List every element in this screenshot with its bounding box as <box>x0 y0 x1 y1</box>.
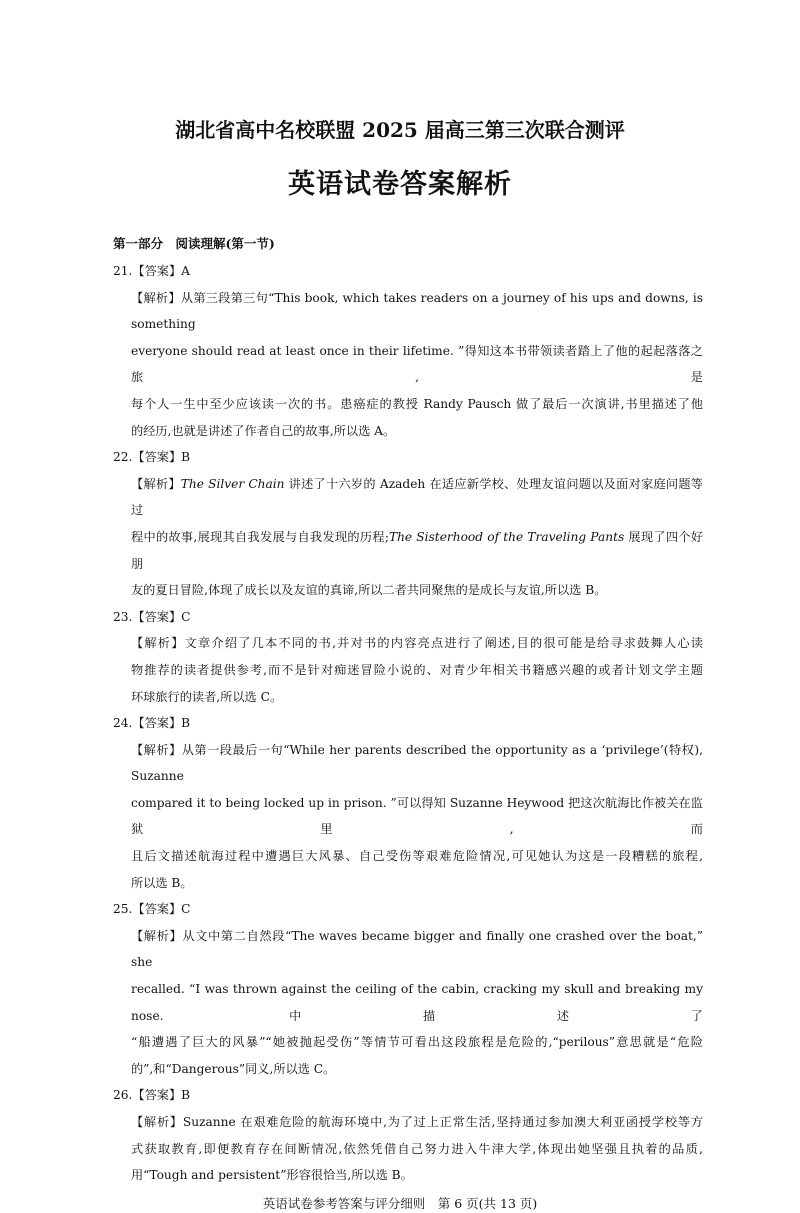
document-title: 湖北省高中名校联盟 2025 届高三第三次联合测评 <box>175 118 625 142</box>
explanation-line <box>113 1029 703 1056</box>
explanation-text: 【解析】 <box>131 476 181 491</box>
explanation-text: everyone should read at least once in their lifetime. ”得知这本书带领读者踏上了他的起起落落之旅,是 <box>131 343 703 385</box>
explanation-line <box>113 976 703 1029</box>
explanation-line <box>113 418 703 445</box>
explanation-line <box>113 338 703 391</box>
explanation-text: 讲述了十六岁的 Azadeh 在适应新学校、处理友谊问题以及面对家庭问题等过 <box>131 476 703 518</box>
explanation-line <box>113 1056 703 1083</box>
explanation-line <box>113 684 703 711</box>
explanation-text: 【解析】从文中第二自然段“The waves became bigger and finally one crashed over the boat,” she <box>131 928 703 970</box>
explanation-text: 每个人一生中至少应该读一次的书。患癌症的教授 Randy Pausch 做了最后一次演讲,书里描述了他 <box>131 396 703 411</box>
explanation-line <box>113 1162 703 1189</box>
answer-list <box>113 258 703 1189</box>
explanation-text: 【解析】从第一段最后一句“While her parents described the opportunity as a ‘privilege’(特权), Suzanne <box>131 742 703 784</box>
question-number: 24. <box>113 716 133 731</box>
page-body <box>113 258 703 1213</box>
question-number: 22. <box>113 450 133 465</box>
explanation-text: 用“Tough and persistent”形容很恰当,所以选 B。 <box>131 1168 413 1183</box>
question-number: 26. <box>113 1088 133 1103</box>
document-subtitle: 英语试卷答案解析 <box>288 169 512 200</box>
explanation-text: 展现了四个好朋 <box>131 529 704 571</box>
explanation-text: recalled. “I was thrown against the ceiling of the cabin, cracking my skull and breaking my nose. 中描述了 <box>131 982 703 1023</box>
explanation-text: “船遭遇了巨大的风暴”“她被抛起受伤”等情节可看出这段旅程是危险的,“perilous”意思就是“危险 <box>131 1035 703 1050</box>
explanation-line <box>113 790 703 843</box>
answer-item-header <box>113 604 703 631</box>
explanation-line <box>113 471 703 524</box>
question-number: 21. <box>113 264 133 278</box>
answer-label: 【答案】B <box>132 716 191 731</box>
answer-item-header <box>113 444 703 471</box>
explanation-text: 的经历,也就是讲述了作者自己的故事,所以选 A。 <box>131 423 396 438</box>
explanation-line <box>113 923 703 976</box>
answer-label: 【答案】C <box>132 902 191 917</box>
book-title-text: The Silver Chain <box>180 476 285 491</box>
explanation-text: 物推荐的读者提供参考,而不是针对痴迷冒险小说的、对青少年相关书籍感兴趣的或者计划文学主题 <box>131 662 703 677</box>
question-number: 25. <box>113 902 133 917</box>
answer-item-header <box>113 896 703 923</box>
explanation-text: 【解析】从第三段第三句“This book, which takes readers on a journey of his ups and downs, is something <box>131 290 703 332</box>
explanation-line <box>113 843 703 870</box>
explanation-line <box>113 1136 703 1163</box>
explanation-line <box>113 524 703 577</box>
explanation-line <box>113 577 703 604</box>
answer-label: 【答案】B <box>132 1088 191 1103</box>
explanation-line <box>113 285 703 338</box>
explanation-line <box>113 870 703 897</box>
answer-item-header <box>113 710 703 737</box>
book-title-text: The Sisterhood of the Traveling Pants <box>388 529 625 544</box>
answer-item-header <box>113 1082 703 1109</box>
explanation-text: 的”,和“Dangerous”同义,所以选 C。 <box>131 1061 336 1076</box>
explanation-line <box>113 630 703 657</box>
page-footer: 英语试卷参考答案与评分细则 第 6 页(共 13 页) <box>262 1195 538 1211</box>
explanation-line <box>113 391 703 418</box>
explanation-text: 程中的故事,展现其自我发展与自我发现的历程; <box>131 529 389 544</box>
explanation-text: 且后文描述航海过程中遭遇巨大风暴、自己受伤等艰难危险情况,可见她认为这是一段糟糕的旅程, <box>131 849 703 864</box>
question-number: 23. <box>113 609 133 624</box>
explanation-text: 所以选 B。 <box>131 875 193 890</box>
answer-label: 【答案】A <box>132 264 190 278</box>
explanation-text: 【解析】Suzanne 在艰难危险的航海环境中,为了过上正常生活,坚持通过参加澳大利亚函授学校等方 <box>131 1115 703 1129</box>
explanation-text: 友的夏日冒险,体现了成长以及友谊的真谛,所以二者共同聚焦的是成长与友谊,所以选 B。 <box>131 583 607 598</box>
answer-item-header <box>113 258 703 285</box>
explanation-text: 环球旅行的读者,所以选 C。 <box>131 689 283 704</box>
explanation-line <box>113 657 703 684</box>
explanation-text: 式获取教育,即便教育存在间断情况,依然凭借自己努力进入牛津大学,体现出她坚强且执着的品质, <box>131 1141 703 1156</box>
answer-label: 【答案】B <box>132 450 191 465</box>
answer-label: 【答案】C <box>132 609 191 624</box>
explanation-text: 【解析】文章介绍了几本不同的书,并对书的内容亮点进行了阐述,目的很可能是给寻求鼓舞人心读 <box>131 636 703 651</box>
explanation-line <box>113 737 703 790</box>
explanation-line <box>113 1109 703 1136</box>
explanation-text: compared it to being locked up in prison. ”可以得知 Suzanne Heywood 把这次航海比作被关在监狱里,而 <box>131 795 703 837</box>
section-heading: 第一部分 阅读理解(第一节) <box>113 236 275 251</box>
